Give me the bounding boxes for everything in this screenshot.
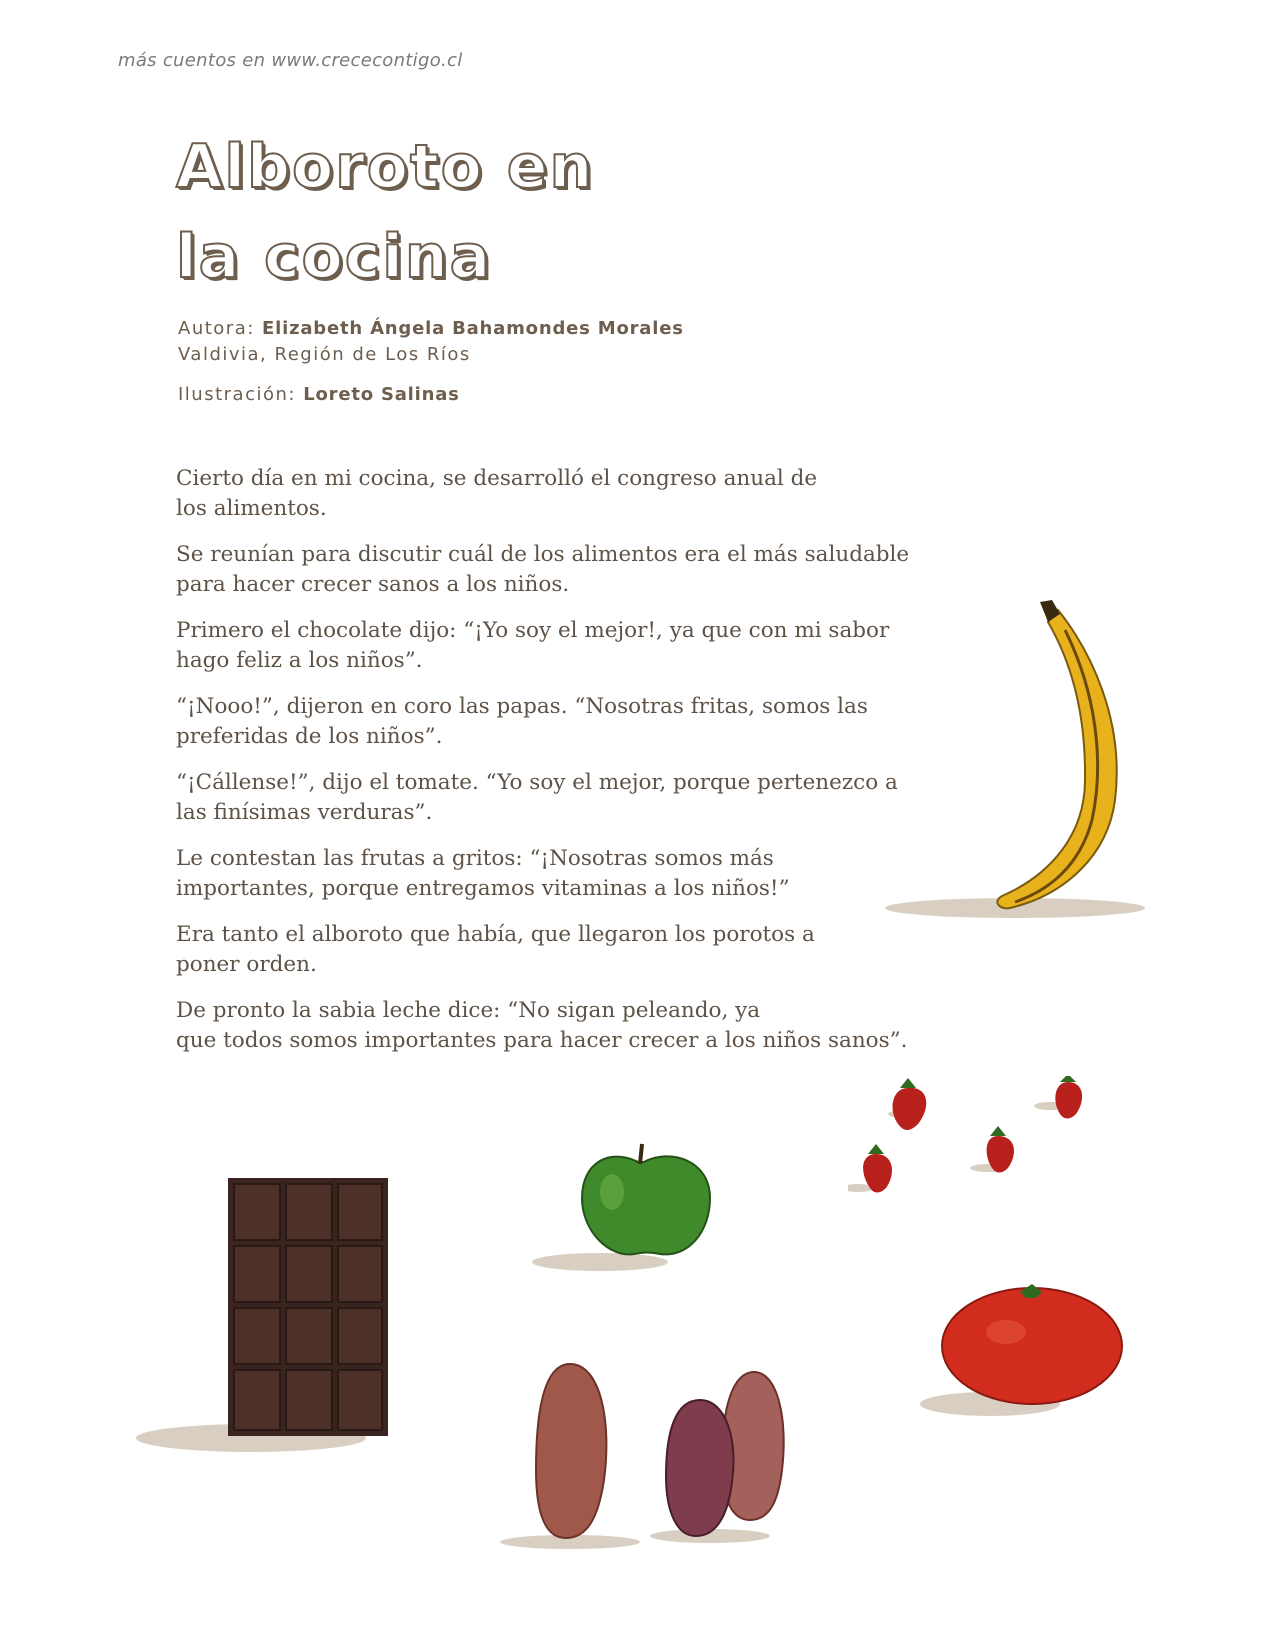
- author-label: Autora:: [178, 318, 255, 339]
- author-line: [178, 316, 684, 342]
- illustrator-line: [178, 382, 684, 408]
- potatoes-illustration: [500, 1360, 820, 1550]
- story-paragraph: “¡Cállense!”, dijo el tomate. “Yo soy el mejor, porque pertenezco a las finísimas verduras”.: [176, 770, 898, 825]
- story-paragraph: “¡Nooo!”, dijeron en coro las papas. “Nosotras fritas, somos las preferidas de los niños”.: [176, 694, 868, 749]
- title-line-2: la cocina: [176, 222, 493, 292]
- banana-illustration: [880, 590, 1170, 930]
- apple-illustration: [530, 1140, 740, 1280]
- story-paragraph: Cierto día en mi cocina, se desarrolló el congreso anual de los alimentos.: [176, 466, 818, 521]
- strawberries-illustration: [848, 1076, 1128, 1236]
- tomato-illustration: [920, 1280, 1140, 1420]
- author-name: Elizabeth Ángela Bahamondes Morales: [262, 318, 684, 339]
- strawberry: [888, 1078, 926, 1130]
- strawberry: [848, 1144, 892, 1193]
- website-link[interactable]: más cuentos en www.crececontigo.cl: [118, 50, 463, 71]
- story-paragraph: Primero el chocolate dijo: “¡Yo soy el mejor!, ya que con mi sabor hago feliz a los niños”.: [176, 618, 890, 673]
- credits-block: [178, 316, 684, 408]
- story-paragraph: Se reunían para discutir cuál de los alimentos era el más saludable para hacer crecer sanos a los niños.: [176, 542, 910, 597]
- strawberry: [1034, 1076, 1082, 1119]
- illustration-label: Ilustración:: [178, 384, 296, 405]
- story-paragraph: Era tanto el alboroto que había, que llegaron los porotos a poner orden.: [176, 922, 815, 977]
- title-line-1: Alboroto en: [176, 132, 595, 202]
- author-location: Valdivia, Región de Los Ríos: [178, 344, 471, 365]
- chocolate-illustration: [136, 1170, 406, 1470]
- story-paragraph: De pronto la sabia leche dice: “No sigan peleando, ya que todos somos importantes para hacer crecer a los niños sanos”.: [176, 998, 908, 1053]
- story-title: [176, 122, 736, 302]
- strawberry: [970, 1126, 1014, 1173]
- illustrator-name: Loreto Salinas: [303, 384, 460, 405]
- story-paragraph: Le contestan las frutas a gritos: “¡Nosotras somos más importantes, porque entregamos vitaminas a los niños!”: [176, 846, 790, 901]
- story-text: [176, 464, 916, 1072]
